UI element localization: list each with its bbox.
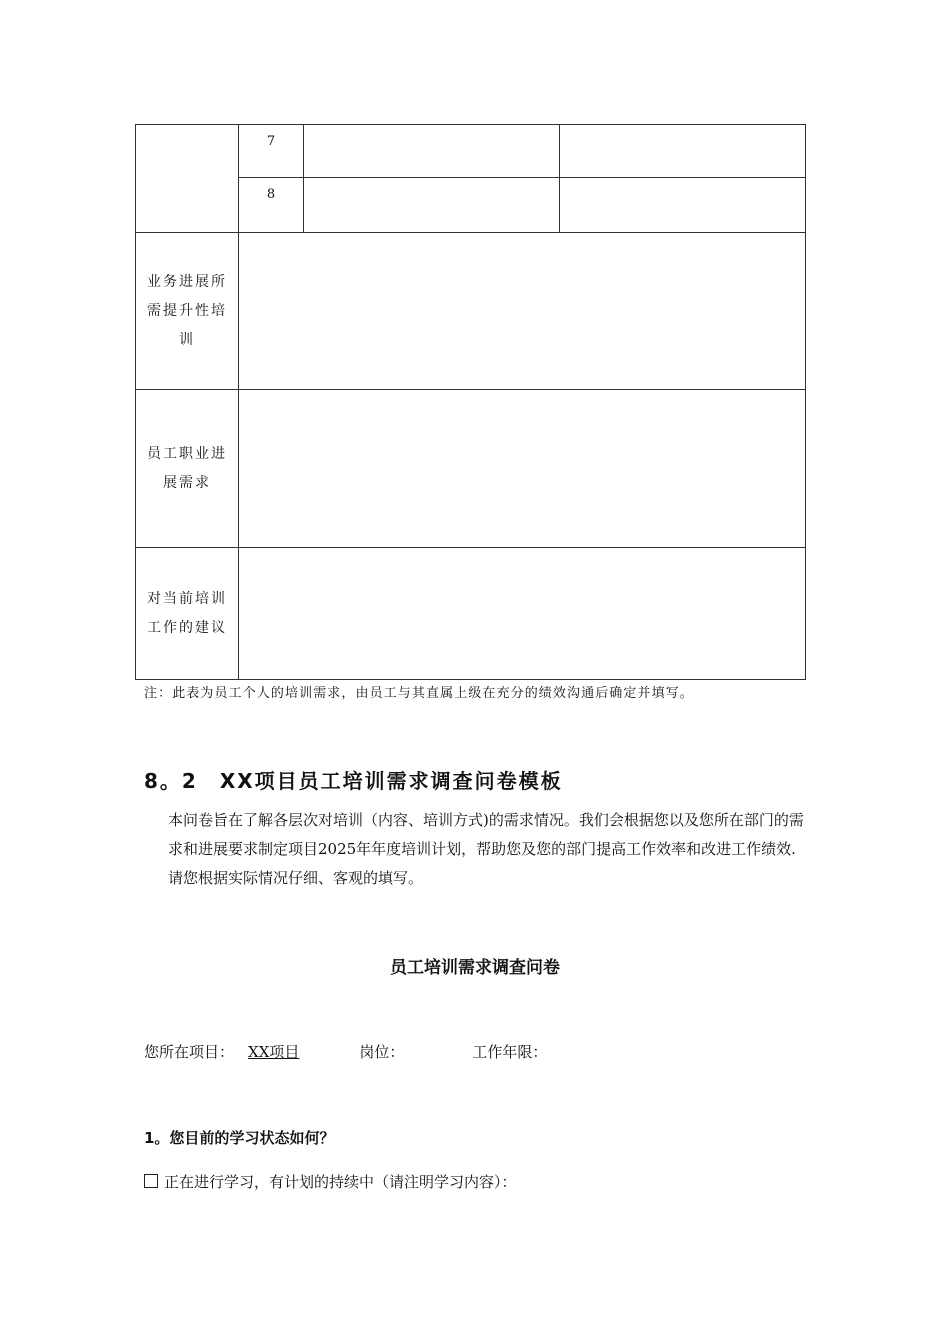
training-needs-table [135, 124, 806, 680]
content-cell [239, 390, 806, 548]
respondent-info [144, 1041, 547, 1062]
row-label: 业务进展所需提升性培训 [136, 233, 239, 390]
content-cell [239, 548, 806, 680]
section-heading [144, 765, 563, 794]
table-row [136, 125, 806, 178]
post-label: 岗位： [359, 1043, 405, 1061]
table-note: 注：此表为员工个人的培训需求，由员工与其直属上级在充分的绩效沟通后确定并填写。 [144, 686, 694, 701]
years-label: 工作年限： [472, 1043, 548, 1061]
checkbox[interactable] [144, 1174, 158, 1188]
row-label: 员工职业进展需求 [136, 390, 239, 548]
section-title: XX项目员工培训需求调查问卷模板 [219, 769, 563, 793]
table-cell [304, 178, 560, 233]
project-value[interactable]: XX项目 [248, 1043, 300, 1061]
intro-paragraph: 本问卷旨在了解各层次对培训（内容、培训方式)的需求情况。我们会根据您以及您所在部门的需求和进展要求制定项目2025年年度培训计划，帮助您及您的部门提高工作效率和改进工作绩效.请您根据实际情况仔细、客观的填写。 [168, 811, 804, 887]
question-1-option-1[interactable] [144, 1171, 517, 1192]
table-cell [304, 125, 560, 178]
table-row [136, 390, 806, 548]
table-row [136, 233, 806, 390]
row-number: 7 [239, 125, 304, 178]
table-cell [560, 125, 806, 178]
table-cell [560, 178, 806, 233]
row-number: 8 [239, 178, 304, 233]
question-1: 1。您目前的学习状态如何？ [144, 1129, 335, 1147]
row-label: 对当前培训工作的建议 [136, 548, 239, 680]
project-label: 您所在项目： [144, 1043, 235, 1061]
table-row [136, 548, 806, 680]
survey-title: 员工培训需求调查问卷 [390, 958, 560, 978]
content-cell [239, 233, 806, 390]
empty-cell [136, 125, 239, 233]
option-label: 正在进行学习，有计划的持续中（请注明学习内容）： [164, 1173, 517, 1191]
section-number: 8。2 [144, 769, 198, 793]
